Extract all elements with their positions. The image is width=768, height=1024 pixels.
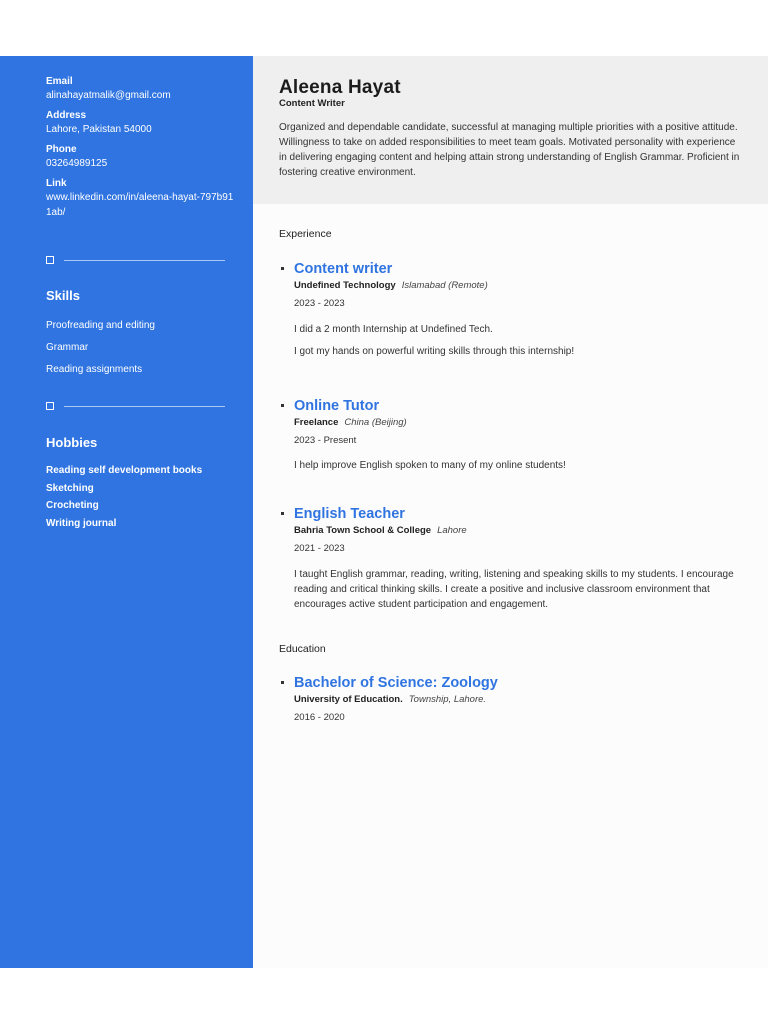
skills-title: Skills <box>46 288 80 303</box>
job-title: English Teacher <box>294 506 405 522</box>
skill-item: Grammar <box>46 342 89 353</box>
bullet-icon <box>281 681 284 684</box>
job-title: Online Tutor <box>294 398 380 414</box>
education-title: Education <box>279 643 326 655</box>
degree-title: Bachelor of Science: Zoology <box>294 675 498 691</box>
section-divider <box>46 402 226 412</box>
job-title: Content writer <box>294 261 393 277</box>
hobby-item: Reading self development books <box>46 465 203 476</box>
skills-list <box>46 320 155 386</box>
location: China (Beijing) <box>344 417 407 428</box>
experience-title: Experience <box>279 228 332 240</box>
link-label: Link <box>46 178 67 189</box>
phone-value: 03264989125 <box>46 158 108 169</box>
job-description <box>294 458 739 480</box>
candidate-name: Aleena Hayat <box>279 77 401 98</box>
org-line <box>294 694 486 705</box>
phone-label: Phone <box>46 144 77 155</box>
date-range: 2021 - 2023 <box>294 543 345 554</box>
email-value[interactable]: alinahayatmalik@gmail.com <box>46 90 171 101</box>
square-icon <box>46 256 54 264</box>
header-box <box>253 56 768 204</box>
description-line: I taught English grammar, reading, writing, listening and speaking skills to my students. I encourage reading and critical thinking skills. I create a positive and inclusive classroom environment that encourages active student participation and engagement. <box>294 569 734 610</box>
skill-item: Reading assignments <box>46 364 143 375</box>
hobby-item: Sketching <box>46 482 94 494</box>
divider-line <box>64 260 225 261</box>
bullet-icon <box>281 267 284 270</box>
candidate-role: Content Writer <box>279 98 345 109</box>
square-icon <box>46 402 54 410</box>
description-line: I got my hands on powerful writing skills through this internship! <box>294 346 575 357</box>
location: Lahore <box>437 525 467 536</box>
hobbies-list <box>46 465 202 535</box>
description-line: I did a 2 month Internship at Undefined Tech. <box>294 324 493 335</box>
email-label: Email <box>46 76 73 87</box>
description-line: I help improve English spoken to many of my online students! <box>294 460 566 471</box>
link-value[interactable]: www.linkedin.com/in/aleena-hayat-797b911ab/ <box>46 192 234 218</box>
skill-item: Proofreading and editing <box>46 320 155 331</box>
institution: University of Education. <box>294 694 403 705</box>
location: Township, Lahore. <box>408 694 487 705</box>
address-label: Address <box>46 110 87 121</box>
hobbies-title: Hobbies <box>46 435 98 450</box>
date-range: 2023 - 2023 <box>294 298 345 309</box>
hobby-item: Writing journal <box>46 517 117 529</box>
contact-section <box>46 76 236 227</box>
location: Islamabad (Remote) <box>401 280 488 291</box>
job-description <box>294 322 739 366</box>
date-range: 2016 - 2020 <box>294 712 345 723</box>
main-content <box>253 56 768 968</box>
bullet-icon <box>281 512 284 515</box>
address-value: Lahore, Pakistan 54000 <box>46 124 152 135</box>
organization: Undefined Technology <box>294 280 396 291</box>
organization: Bahria Town School & College <box>294 525 432 536</box>
org-line <box>294 525 467 536</box>
sidebar <box>0 56 253 968</box>
date-range: 2023 - Present <box>294 435 357 446</box>
hobby-item: Crocheting <box>46 500 99 511</box>
job-description <box>294 567 739 619</box>
section-divider <box>46 256 226 266</box>
divider-line <box>64 406 225 407</box>
resume-page <box>0 56 768 968</box>
organization: Freelance <box>294 417 339 428</box>
bullet-icon <box>281 404 284 407</box>
org-line <box>294 280 488 291</box>
org-line <box>294 417 407 428</box>
summary-text: Organized and dependable candidate, successful at managing multiple priorities with a positive attitude. Willingness to take on added responsibilities to meet team goals. Motivated personality with experience in delivering engaging content and helping attain strong understanding of English Grammar. Proficient in fostering creative environment. <box>279 122 740 178</box>
